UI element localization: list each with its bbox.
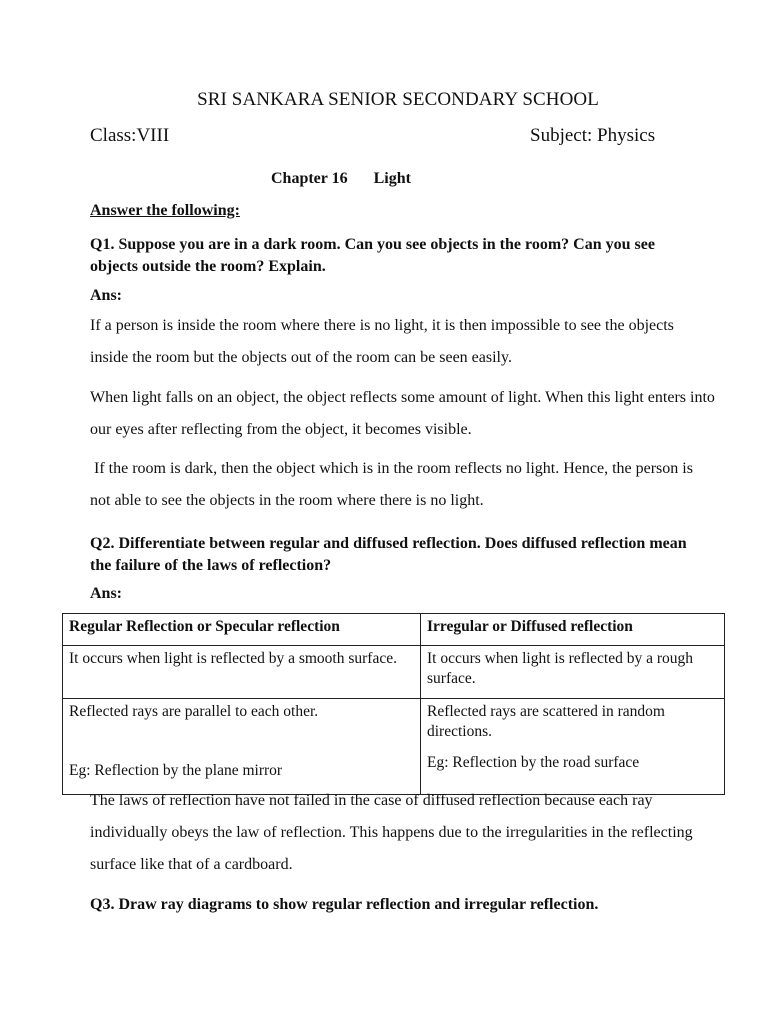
answer-1-paragraph-1: If a person is inside the room where there is no light, it is then impossible to see the objects inside the room but the objects out of the room can be seen easily.	[90, 317, 674, 366]
table-cell: It occurs when light is reflected by a rough surface.	[421, 646, 725, 699]
diffused-example: Eg: Reflection by the road surface	[427, 754, 640, 771]
table-row	[63, 699, 725, 795]
school-name: SRI SANKARA SENIOR SECONDARY SCHOOL	[197, 89, 599, 110]
table-cell: It occurs when light is reflected by a smooth surface.	[63, 646, 421, 699]
table-row	[63, 646, 725, 699]
subject-label: Subject: Physics	[530, 125, 656, 146]
answer-1-label: Ans:	[90, 287, 123, 304]
answer-1-paragraph-2: When light falls on an object, the object reflects some amount of light. When this light enters into our eyes after reflecting from the object, it becomes visible.	[90, 389, 715, 438]
answer-2-label: Ans:	[90, 585, 123, 602]
table-header-regular: Regular Reflection or Specular reflection	[63, 614, 421, 646]
question-1: Q1. Suppose you are in a dark room. Can you see objects in the room? Can you see objects outside the room? Explain.	[90, 236, 655, 275]
answer-1-paragraph-3-text: If the room is dark, then the object which is in the room reflects no light. Hence, the person is not able to see the objects in the room where there is no light.	[90, 460, 693, 509]
question-2: Q2. Differentiate between regular and diffused reflection. Does diffused reflection mean the failure of the laws of reflection?	[90, 535, 687, 574]
table-header-diffused: Irregular or Diffused reflection	[421, 614, 725, 646]
instruction-heading: Answer the following:	[90, 202, 240, 219]
answer-2-conclusion: The laws of reflection have not failed in the case of diffused reflection because each ray individually obeys the law of reflection. This happens due to the irregularities in the reflecting surface like that of a cardboard.	[90, 792, 693, 873]
answer-1-paragraph-3	[90, 453, 715, 517]
class-label: Class:VIII	[90, 125, 170, 146]
chapter-title: Light	[373, 170, 411, 187]
table-header-row	[63, 614, 725, 646]
diffused-rays-text: Reflected rays are scattered in random directions.	[427, 703, 665, 740]
regular-rays-text: Reflected rays are parallel to each other.	[69, 703, 319, 720]
reflection-comparison-table	[62, 613, 725, 795]
regular-example: Eg: Reflection by the plane mirror	[69, 762, 283, 779]
chapter-heading	[271, 170, 411, 188]
table-cell-regular-rays	[63, 699, 421, 795]
question-3: Q3. Draw ray diagrams to show regular reflection and irregular reflection.	[90, 896, 599, 913]
table-cell-diffused-rays	[421, 699, 725, 795]
chapter-number: Chapter 16	[271, 170, 348, 187]
